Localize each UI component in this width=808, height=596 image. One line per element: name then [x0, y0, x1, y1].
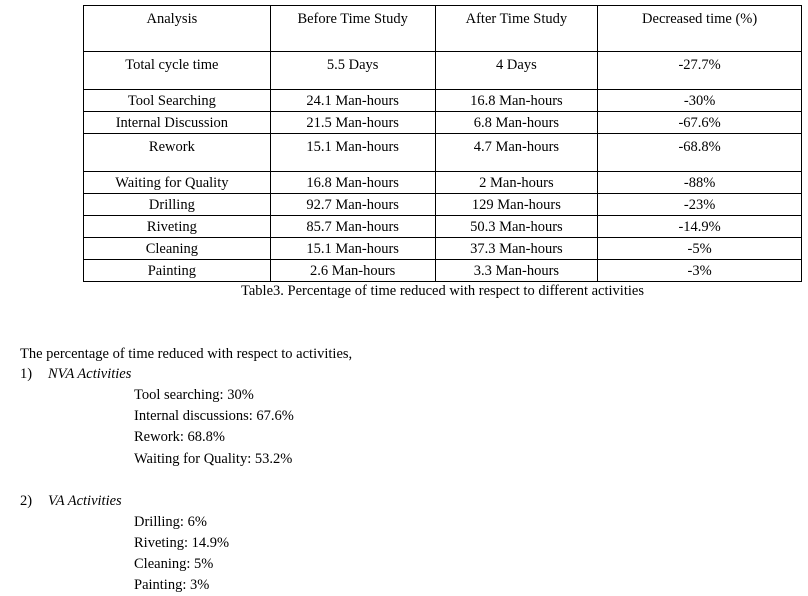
- table-row: [84, 238, 802, 260]
- list-item: Cleaning: 5%: [134, 556, 214, 572]
- table-row: [84, 112, 802, 134]
- section-title: VA Activities: [48, 493, 122, 509]
- row-activity: Internal Discussion: [84, 112, 271, 134]
- table-header-row: [84, 6, 802, 52]
- table-caption: Table3. Percentage of time reduced with respect to different activities: [241, 283, 644, 299]
- row-decrease: -68.8%: [598, 134, 802, 172]
- list-item: Internal discussions: 67.6%: [134, 408, 294, 424]
- row-before: 15.1 Man-hours: [270, 134, 435, 172]
- row-activity: Drilling: [84, 194, 271, 216]
- row-activity: Painting: [84, 260, 271, 282]
- row-decrease: -67.6%: [598, 112, 802, 134]
- row-after: 37.3 Man-hours: [435, 238, 598, 260]
- table-row: [84, 90, 802, 112]
- row-after: 16.8 Man-hours: [435, 90, 598, 112]
- row-activity: Waiting for Quality: [84, 172, 271, 194]
- row-after: 2 Man-hours: [435, 172, 598, 194]
- list-item: Rework: 68.8%: [134, 429, 226, 445]
- row-activity: Cleaning: [84, 238, 271, 260]
- row-after: 50.3 Man-hours: [435, 216, 598, 238]
- row-before: 85.7 Man-hours: [270, 216, 435, 238]
- section-heading-nva: [20, 364, 131, 384]
- row-before: 24.1 Man-hours: [270, 90, 435, 112]
- list-item: Drilling: 6%: [134, 514, 207, 530]
- row-activity: Total cycle time: [84, 52, 271, 90]
- row-decrease: -88%: [598, 172, 802, 194]
- table-row: [84, 172, 802, 194]
- row-decrease: -14.9%: [598, 216, 802, 238]
- row-before: 21.5 Man-hours: [270, 112, 435, 134]
- table-row: [84, 216, 802, 238]
- row-before: 16.8 Man-hours: [270, 172, 435, 194]
- section-title: NVA Activities: [48, 366, 132, 382]
- row-before: 5.5 Days: [270, 52, 435, 90]
- row-after: 4.7 Man-hours: [435, 134, 598, 172]
- row-activity: Rework: [84, 134, 271, 172]
- list-item: Waiting for Quality: 53.2%: [134, 451, 293, 467]
- row-after: 4 Days: [435, 52, 598, 90]
- row-activity: Riveting: [84, 216, 271, 238]
- row-before: 15.1 Man-hours: [270, 238, 435, 260]
- row-decrease: -3%: [598, 260, 802, 282]
- row-decrease: -27.7%: [598, 52, 802, 90]
- list-item: Painting: 3%: [134, 577, 210, 593]
- header-decreased: Decreased time (%): [598, 6, 802, 52]
- row-decrease: -23%: [598, 194, 802, 216]
- table-row: [84, 52, 802, 90]
- row-decrease: -30%: [598, 90, 802, 112]
- row-after: 3.3 Man-hours: [435, 260, 598, 282]
- row-before: 92.7 Man-hours: [270, 194, 435, 216]
- section-heading-va: [20, 491, 122, 511]
- row-after: 6.8 Man-hours: [435, 112, 598, 134]
- table-row: [84, 194, 802, 216]
- time-study-table: [83, 5, 802, 282]
- row-after: 129 Man-hours: [435, 194, 598, 216]
- header-before: Before Time Study: [270, 6, 435, 52]
- list-item: Tool searching: 30%: [134, 387, 254, 403]
- table-row: [84, 260, 802, 282]
- section-number: 1): [20, 366, 33, 382]
- header-after: After Time Study: [435, 6, 598, 52]
- intro-paragraph: The percentage of time reduced with respect to activities,: [20, 346, 353, 362]
- row-decrease: -5%: [598, 238, 802, 260]
- section-number: 2): [20, 493, 33, 509]
- header-analysis: Analysis: [84, 6, 271, 52]
- table-row: [84, 134, 802, 172]
- row-before: 2.6 Man-hours: [270, 260, 435, 282]
- row-activity: Tool Searching: [84, 90, 271, 112]
- list-item: Riveting: 14.9%: [134, 535, 230, 551]
